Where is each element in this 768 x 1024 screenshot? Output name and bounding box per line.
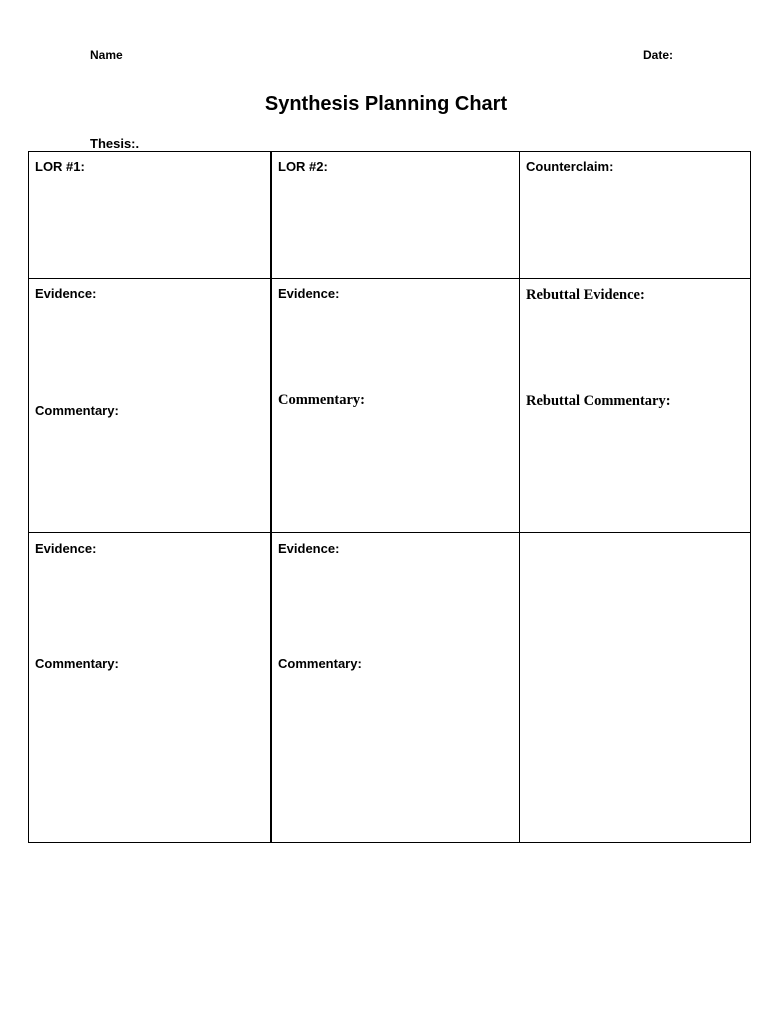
commentary-label: Commentary: bbox=[35, 656, 119, 671]
thesis-label: Thesis:. bbox=[90, 136, 140, 151]
cell-empty[interactable] bbox=[519, 532, 751, 843]
cell-lor2[interactable] bbox=[270, 151, 520, 279]
date-label: Date: bbox=[643, 48, 674, 62]
cell-lor2-support-1[interactable] bbox=[270, 278, 520, 533]
name-label: Name bbox=[90, 48, 123, 62]
cell-counterclaim[interactable] bbox=[519, 151, 751, 279]
commentary-label: Commentary: bbox=[35, 403, 119, 418]
planning-chart-table bbox=[28, 151, 751, 843]
lor2-label: LOR #2: bbox=[278, 159, 328, 174]
cell-lor1[interactable] bbox=[28, 151, 271, 279]
lor1-label: LOR #1: bbox=[35, 159, 85, 174]
evidence-label: Evidence: bbox=[278, 286, 340, 301]
evidence-label: Evidence: bbox=[35, 286, 97, 301]
rebuttal-commentary-label: Rebuttal Commentary: bbox=[526, 393, 671, 409]
cell-lor1-support-2[interactable] bbox=[28, 532, 271, 843]
evidence-label: Evidence: bbox=[35, 541, 97, 556]
counterclaim-label: Counterclaim: bbox=[526, 159, 614, 174]
evidence-label: Evidence: bbox=[278, 541, 340, 556]
rebuttal-evidence-label: Rebuttal Evidence: bbox=[526, 287, 645, 303]
cell-lor2-support-2[interactable] bbox=[270, 532, 520, 843]
commentary-label: Commentary: bbox=[278, 392, 365, 408]
page-title: Synthesis Planning Chart bbox=[264, 93, 508, 115]
cell-rebuttal[interactable] bbox=[519, 278, 751, 533]
cell-lor1-support-1[interactable] bbox=[28, 278, 271, 533]
commentary-label: Commentary: bbox=[278, 656, 362, 671]
